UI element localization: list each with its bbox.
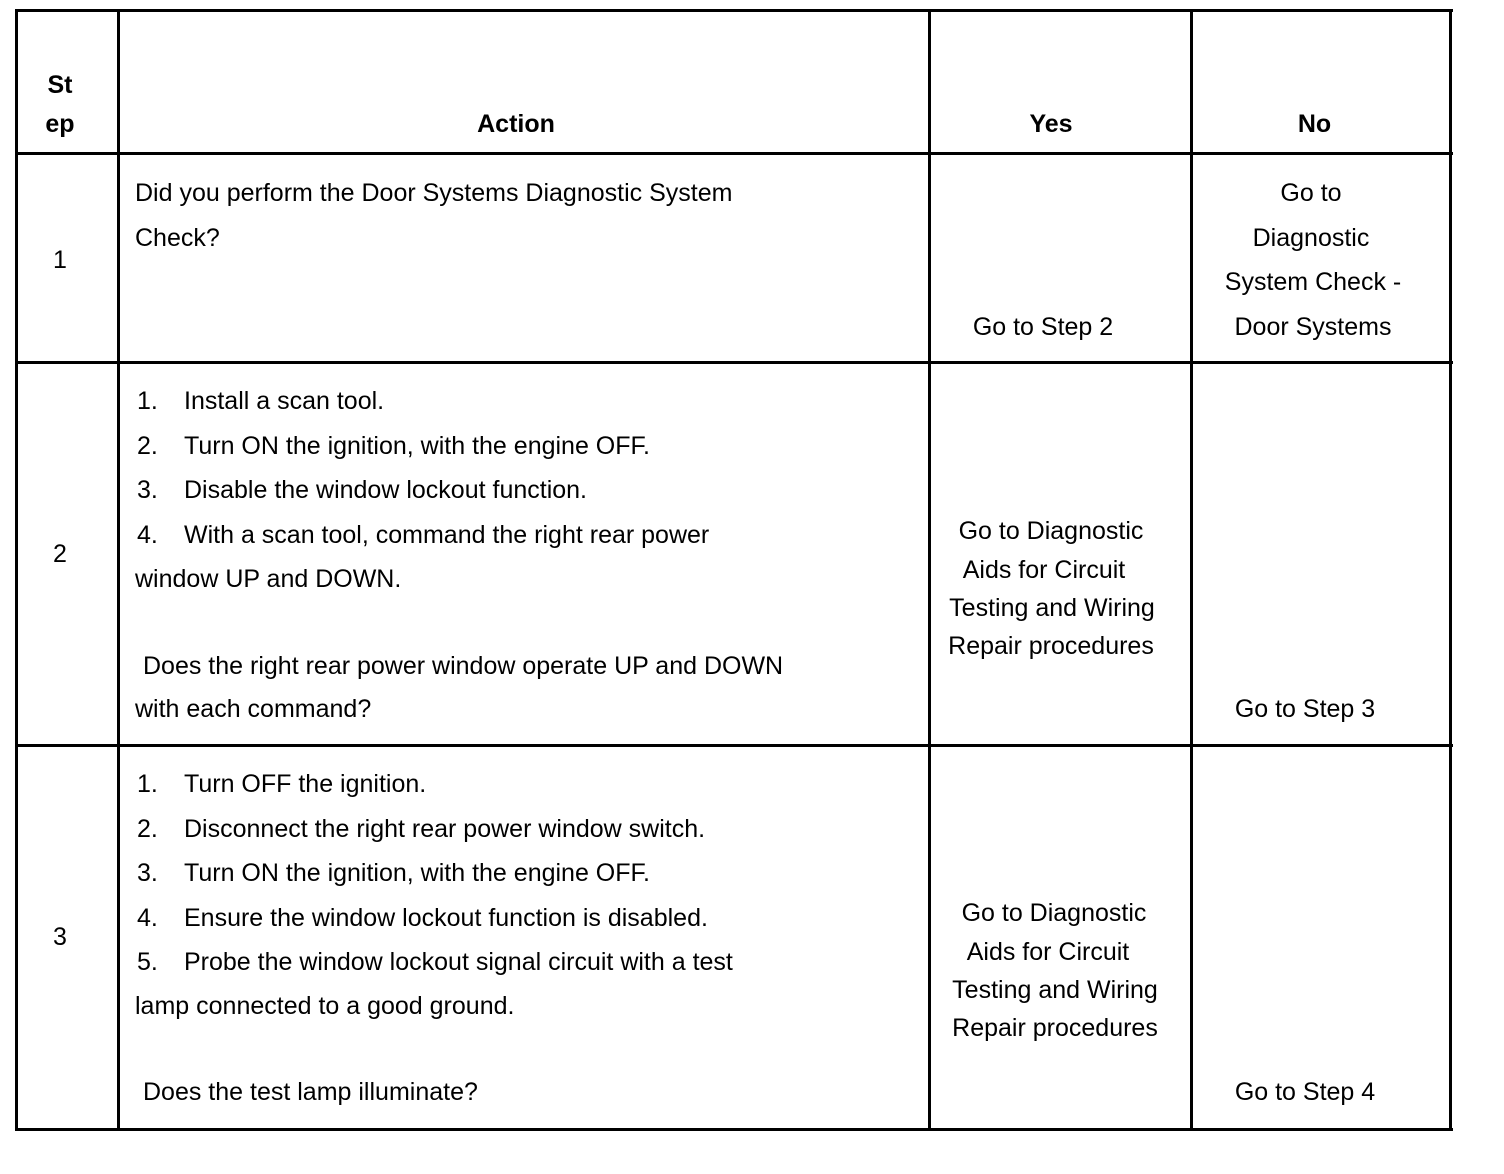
- action-continuation: window UP and DOWN.: [135, 565, 402, 593]
- action-item-number: 4.: [137, 521, 158, 549]
- yes-result-line: Go to Diagnostic: [961, 899, 1147, 927]
- step-number: 1: [53, 246, 67, 274]
- yes-result-link[interactable]: Go to Step 2: [972, 313, 1114, 341]
- action-item-text: Turn ON the ignition, with the engine OFF.: [184, 432, 650, 460]
- table-border-right: [1449, 9, 1452, 1131]
- header-action: Action: [477, 110, 555, 138]
- action-item-text: Turn ON the ignition, with the engine OFF.: [184, 859, 650, 887]
- table-border-bottom: [15, 1128, 1453, 1131]
- action-item: [137, 858, 650, 888]
- action-item-text: Disable the window lockout function.: [184, 476, 588, 504]
- action-item-text: Probe the window lockout signal circuit with a test: [184, 948, 733, 976]
- no-result-link[interactable]: Go to Step 3: [1234, 695, 1376, 723]
- step-number: 3: [53, 923, 67, 951]
- header-step-line1: St: [47, 71, 73, 99]
- action-item-text: Install a scan tool.: [184, 387, 385, 415]
- yes-result-line: Testing and Wiring: [952, 976, 1158, 1004]
- action-item: [137, 814, 705, 844]
- action-item: [137, 947, 733, 977]
- yes-result-line: Go to Diagnostic: [958, 517, 1144, 545]
- table-border-top: [15, 9, 1453, 12]
- question-line: with each command?: [135, 695, 372, 723]
- action-item: [137, 903, 708, 933]
- row-divider-2: [15, 744, 1453, 747]
- action-item-number: 5.: [137, 948, 158, 976]
- question-line: Does the right rear power window operate UP and DOWN: [143, 652, 784, 680]
- yes-result-line: Aids for Circuit: [962, 556, 1126, 584]
- header-divider: [15, 152, 1453, 155]
- question-line: Does the test lamp illuminate?: [143, 1078, 478, 1106]
- header-yes: Yes: [1029, 110, 1073, 138]
- header-no: No: [1297, 110, 1332, 138]
- action-item-number: 1.: [137, 387, 158, 415]
- yes-result-line: Aids for Circuit: [966, 938, 1130, 966]
- action-item: [137, 431, 650, 461]
- yes-result-line: Repair procedures: [948, 632, 1154, 660]
- step-number: 2: [53, 540, 67, 568]
- action-item-number: 3.: [137, 859, 158, 887]
- action-text-line: Did you perform the Door Systems Diagnostic System: [135, 179, 733, 207]
- action-item-number: 4.: [137, 904, 158, 932]
- action-text-line: Check?: [135, 224, 220, 252]
- yes-result-line: Repair procedures: [952, 1014, 1158, 1042]
- action-item-number: 3.: [137, 476, 158, 504]
- yes-result-line: Testing and Wiring: [949, 594, 1155, 622]
- col-divider-step-action: [117, 9, 120, 1131]
- action-item-text: Ensure the window lockout function is disabled.: [184, 904, 708, 932]
- action-item-number: 2.: [137, 432, 158, 460]
- action-item: [137, 386, 384, 416]
- action-item-number: 2.: [137, 815, 158, 843]
- row-divider-1: [15, 361, 1453, 364]
- table-border-left: [15, 9, 18, 1131]
- action-continuation: lamp connected to a good ground.: [135, 992, 515, 1020]
- no-result-link[interactable]: Go to Step 4: [1234, 1078, 1376, 1106]
- no-result-line: Go to: [1280, 179, 1342, 207]
- action-item-number: 1.: [137, 770, 158, 798]
- action-item-text: With a scan tool, command the right rear power: [184, 521, 710, 549]
- no-result-line: Diagnostic: [1252, 224, 1370, 252]
- no-result-line: System Check -: [1224, 268, 1402, 296]
- header-step-line2: ep: [45, 110, 75, 138]
- action-item: [137, 475, 587, 505]
- action-item-text: Turn OFF the ignition.: [184, 770, 427, 798]
- no-result-line: Door Systems: [1234, 313, 1392, 341]
- action-item: [137, 520, 709, 550]
- action-item: [137, 769, 426, 799]
- action-item-text: Disconnect the right rear power window switch.: [184, 815, 706, 843]
